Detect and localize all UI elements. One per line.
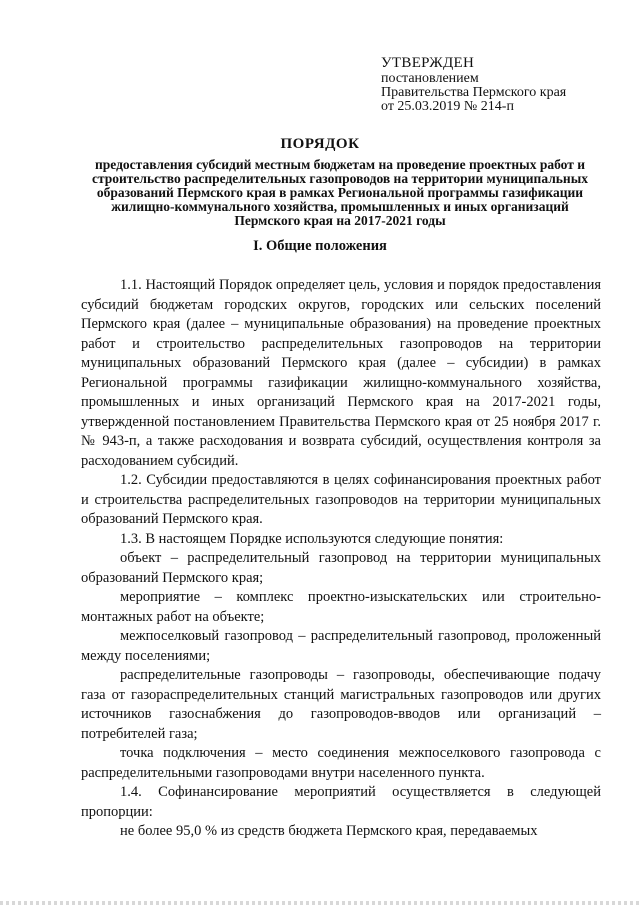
document-body	[81, 276, 601, 842]
definition-object: объект – распределительный газопровод на территории муниципальных образований Пермского края;	[81, 550, 601, 586]
approval-line-3: от 25.03.2019 № 214-п	[381, 99, 514, 114]
paragraph-1-4: 1.4. Софинансирование мероприятий осуществляется в следующей пропорции:	[81, 784, 601, 820]
definition-distribution-pipelines: распределительные газопроводы – газопроводы, обеспечивающие подачу газа от газораспределительных станций магистральных газопроводов или других источников газоснабжения до газопроводов-вводов или организаций – потребителей газа;	[81, 667, 601, 742]
approval-title: УТВЕРЖДЕН	[381, 55, 475, 71]
approval-line-2: Правительства Пермского края	[381, 85, 567, 100]
definition-event: мероприятие – комплекс проектно-изыскательских или строительно-монтажных работ на объекте;	[81, 589, 601, 625]
section-title: I. Общие положения	[253, 238, 387, 254]
definition-intersettlement-pipeline: межпоселковый газопровод – распределительный газопровод, проложенный между поселениями;	[81, 628, 601, 664]
approval-line-1: постановлением	[381, 71, 479, 86]
paragraph-1-4-share: не более 95,0 % из средств бюджета Пермского края, передаваемых	[120, 823, 538, 839]
approval-stamp	[381, 56, 631, 114]
paragraph-1-3: 1.3. В настоящем Порядке используются следующие понятия:	[120, 530, 504, 547]
document-title: ПОРЯДОК	[280, 136, 360, 152]
definition-connection-point: точка подключения – место соединения межпоселкового газопровода с распределительными газопроводами внутри населенного пункта.	[81, 745, 601, 781]
scan-edge	[0, 901, 640, 905]
paragraph-1-2: 1.2. Субсидии предоставляются в целях софинансирования проектных работ и строительства распределительных газопроводов на территории муниципальных образований Пермского края.	[81, 472, 601, 527]
document-subtitle: предоставления субсидий местным бюджетам на проведение проектных работ и строительство распределительных газопроводов на территории муниципальных образований Пермского края в рамках Региональной программы газификации жилищно-коммунального хозяйства, промышленных и иных организаций Пермского края на 2017-2021 годы	[91, 157, 588, 228]
paragraph-1-1: 1.1. Настоящий Порядок определяет цель, условия и порядок предоставления субсидий бюджетам городских округов, городских или сельских поселений Пермского края (далее – муниципальные образования) на проведение проектных работ и строительство распределительных газопроводов на территории муниципальных образований Пермского края (далее – субсидии) в рамках Региональной программы газификации жилищно-коммунального хозяйства, промышленных и иных организаций Пермского края на 2017-2021 годы, утвержденной постановлением Правительства Пермского края от 25 ноября 2017 г. № 943-п, а также расходования и возврата субсидий, осуществления контроля за расходованием субсидий.	[81, 277, 601, 469]
